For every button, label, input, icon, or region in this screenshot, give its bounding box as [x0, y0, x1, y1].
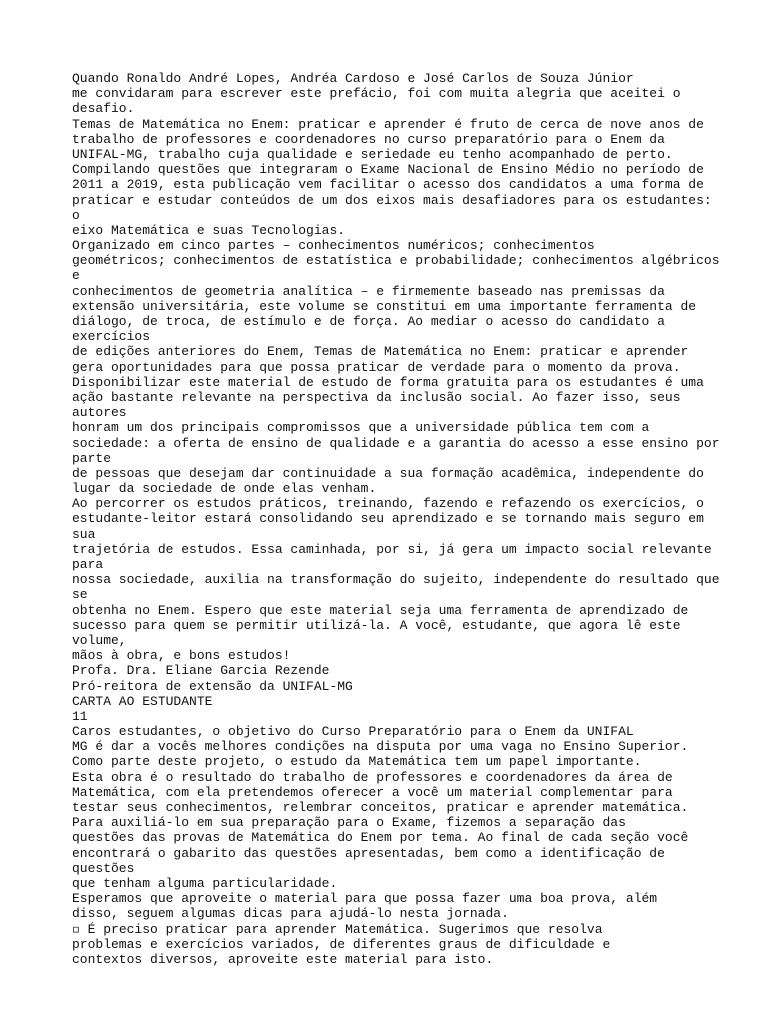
text-line: MG é dar a vocês melhores condições na disputa por uma vaga no Ensino Superior.: [72, 739, 689, 755]
document-body: [72, 71, 720, 967]
text-line: sociedade: a oferta de ensino de qualidade e a garantia do acesso a esse ensino por: [72, 435, 720, 451]
text-line: problemas e exercícios variados, de diferentes graus de dificuldade e: [72, 936, 611, 952]
text-line: ação bastante relevante na perspectiva da inclusão social. Ao fazer isso, seus: [72, 389, 681, 405]
text-line: disso, seguem algumas dicas para ajudá-lo nesta jornada.: [72, 906, 509, 922]
text-line: nossa sociedade, auxilia na transformação do sujeito, independente do resultado que: [72, 572, 720, 588]
text-line: sucesso para quem se permitir utilizá-la. A você, estudante, que agora lê este: [72, 617, 681, 633]
text-line: honram um dos principais compromissos que a universidade pública tem com a: [72, 420, 650, 436]
text-line: Caros estudantes, o objetivo do Curso Preparatório para o Enem da UNIFAL: [72, 724, 634, 740]
text-line: gera oportunidades para que possa praticar de verdade para o momento da prova.: [72, 359, 681, 375]
text-line: eixo Matemática e suas Tecnologias.: [72, 222, 346, 238]
text-line: conhecimentos de geometria analítica – e firmemente baseado nas premissas da: [72, 283, 665, 299]
text-line: Esperamos que aproveite o material para que possa fazer uma boa prova, além: [72, 891, 658, 907]
text-line: 11: [72, 708, 88, 724]
text-line: mãos à obra, e bons estudos!: [72, 648, 291, 664]
text-line: de pessoas que desejam dar continuidade a sua formação acadêmica, independente do: [72, 465, 704, 481]
text-line: Pró-reitora de extensão da UNIFAL-MG: [72, 678, 353, 694]
text-line: estudante-leitor estará consolidando seu aprendizado e se tornando mais seguro em: [72, 511, 704, 527]
text-line: geométricos; conhecimentos de estatística e probabilidade; conhecimentos algébricos: [72, 253, 720, 269]
text-line: e: [72, 268, 80, 284]
text-line: Quando Ronaldo André Lopes, Andréa Cardoso e José Carlos de Souza Júnior: [72, 71, 634, 86]
text-line: Disponibilizar este material de estudo de forma gratuita para os estudantes é uma: [72, 374, 704, 390]
text-line: Profa. Dra. Eliane Garcia Rezende: [72, 663, 330, 679]
text-line: Compilando questões que integraram o Exame Nacional de Ensino Médio no período de: [72, 162, 704, 178]
text-line: contextos diversos, aproveite este material para isto.: [72, 951, 494, 967]
text-line: praticar e estudar conteúdos de um dos eixos mais desafiadores para os estudantes:: [72, 192, 712, 208]
text-line: CARTA AO ESTUDANTE: [72, 693, 213, 709]
text-line: trabalho de professores e coordenadores no curso preparatório para o Enem da: [72, 131, 665, 147]
text-line: me convidaram para escrever este prefácio, foi com muita alegria que aceitei o: [72, 86, 681, 102]
text-line: lugar da sociedade de onde elas venham.: [72, 481, 377, 497]
text-line: volume,: [72, 632, 127, 648]
text-line: Ao percorrer os estudos práticos, treinando, fazendo e refazendo os exercícios, o: [72, 496, 704, 512]
text-line: parte: [72, 450, 112, 466]
text-line: questões: [72, 860, 135, 876]
text-line: exercícios: [72, 329, 151, 345]
text-line: extensão universitária, este volume se constitui em uma importante ferramenta de: [72, 298, 697, 314]
text-line: de edições anteriores do Enem, Temas de Matemática no Enem: praticar e aprender: [72, 344, 689, 360]
text-line: sua: [72, 526, 96, 542]
text-line: Esta obra é o resultado do trabalho de professores e coordenadores da área de: [72, 769, 673, 785]
text-line: 2011 a 2019, esta publicação vem facilitar o acesso dos candidatos a uma forma de: [72, 177, 704, 193]
text-line: Temas de Matemática no Enem: praticar e aprender é fruto de cerca de nove anos de: [72, 116, 704, 132]
text-line: Matemática, com ela pretendemos oferecer a você um material complementar para: [72, 784, 673, 800]
text-line: que tenham alguma particularidade.: [72, 875, 338, 891]
text-line: diálogo, de troca, de estímulo e de força. Ao mediar o acesso do candidato a: [72, 314, 665, 329]
text-line: ◽ É preciso praticar para aprender Matemática. Sugerimos que resolva: [72, 921, 603, 937]
text-line: autores: [72, 405, 127, 421]
text-line: UNIFAL-MG, trabalho cuja qualidade e seriedade eu tenho acompanhado de perto.: [72, 146, 673, 162]
text-line: trajetória de estudos. Essa caminhada, por si, já gera um impacto social relevante: [72, 541, 712, 557]
text-line: Para auxiliá-lo em sua preparação para o Exame, fizemos a separação das: [72, 815, 626, 831]
text-line: obtenha no Enem. Espero que este material seja uma ferramenta de aprendizado de: [72, 602, 689, 618]
text-line: desafio.: [72, 101, 135, 117]
text-line: se: [72, 587, 88, 603]
text-line: encontrará o gabarito das questões apresentadas, bem como a identificação de: [72, 845, 665, 861]
text-line: Como parte deste projeto, o estudo da Matemática tem um papel importante.: [72, 754, 642, 770]
text-line: para: [72, 557, 104, 572]
text-line: o: [72, 207, 80, 223]
text-line: Organizado em cinco partes – conhecimentos numéricos; conhecimentos: [72, 238, 595, 254]
text-line: questões das provas de Matemática do Enem por tema. Ao final de cada seção você: [72, 830, 689, 846]
text-line: testar seus conhecimentos, relembrar conceitos, praticar e aprender matemática.: [72, 800, 689, 815]
